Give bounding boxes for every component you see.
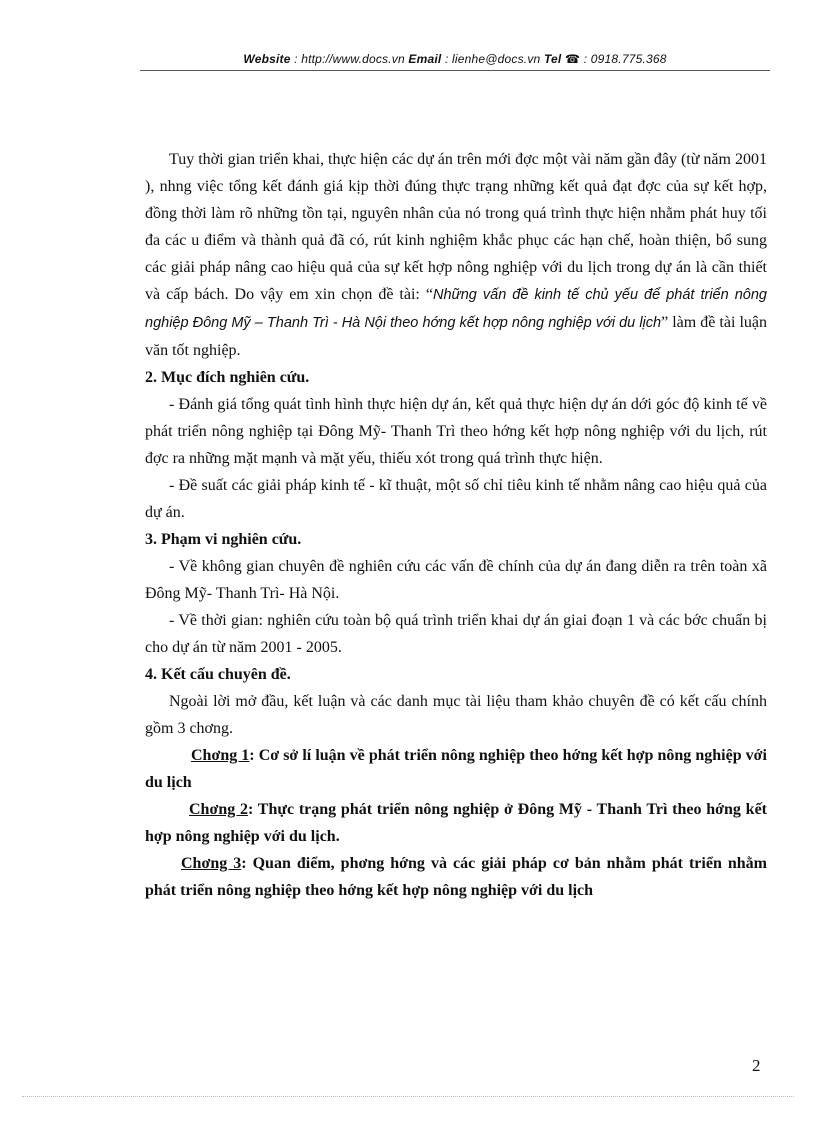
scope-paragraph-1: - Về không gian chuyên đề nghiên cứu các vấn đề chính của dự án đang diễn ra trên toàn xã Đông Mỹ- Thanh Trì- Hà Nội. — [145, 558, 767, 602]
chapter-3-entry — [145, 850, 767, 904]
document-body — [145, 146, 767, 904]
header-divider — [140, 70, 770, 71]
chapter-3-label: Chơng 3 — [181, 855, 242, 872]
website-label: Website — [243, 52, 291, 66]
intro-text-end: ” làm đề tài luận văn tốt nghiệp. — [145, 314, 768, 359]
tel-value: : 0918.775.368 — [583, 52, 667, 66]
tel-label: Tel — [543, 52, 562, 66]
structure-paragraph: Ngoài lời mở đầu, kết luận và các danh mục tài liệu tham khảo chuyên đề có kết cấu chính gồm 3 chơng. — [145, 693, 767, 737]
chapter-1-label: Chơng 1 — [191, 747, 250, 764]
email-link[interactable]: : lienhe@docs.vn — [444, 52, 541, 66]
intro-paragraph — [145, 146, 767, 364]
chapter-1-entry — [145, 742, 767, 796]
scope-paragraph-2: - Về thời gian: nghiên cứu toàn bộ quá trình triển khai dự án giai đoạn 1 và các bớc chuẩn bị cho dự án từ năm 2001 - 2005. — [145, 612, 767, 656]
chapter-2-entry — [145, 796, 767, 850]
purpose-paragraph-1: - Đánh giá tổng quát tình hình thực hiện dự án, kết quả thực hiện dự án dới góc độ kinh tế về phát triển nông nghiệp tại Đông Mỹ- Thanh Trì theo hớng kết hợp nông nghiệp với du lịch, rút đợc ra những mặt mạnh và mặt yếu, thiếu xót trong quá trình thực hiện. — [145, 396, 767, 467]
email-label: Email — [408, 52, 442, 66]
chapter-1-title: : Cơ sở lí luận về phát triển nông nghiệp theo hớng kết hợp nông nghiệp với du lịch — [145, 747, 767, 791]
intro-text: Tuy thời gian triển khai, thực hiện các dự án trên mới đợc một vài năm gần đây (từ năm 2001 ), nhng việc tổng kết đánh giá kịp thời đúng thực trạng những kết quả đạt đợc của sự kết hợp, đồng thời làm rõ những tồn tại, nguyên nhân của nó trong quá trình thực hiện nhằm phát huy tối đa các u điểm và thành quả đã có, rút kinh nghiệm khắc phục các hạn chế, hoàn thiện, bổ sung các giải pháp nâng cao hiệu quả của sự kết hợp nông nghiệp với du lịch trong dự án là cần thiết và cấp bách. Do vậy em xin chọn đề tài: “ — [145, 151, 767, 303]
section-heading-scope: 3. Phạm vi nghiên cứu. — [145, 531, 302, 548]
chapter-3-title: : Quan điểm, phơng hớng và các giải pháp cơ bản nhằm phát triển nhằm phát triển nông nghiệp theo hớng kết hợp nông nghiệp với du lịch — [145, 855, 767, 899]
section-heading-purpose: 2. Mục đích nghiên cứu. — [145, 369, 310, 386]
chapter-2-title: : Thực trạng phát triển nông nghiệp ở Đông Mỹ - Thanh Trì theo hớng kết hợp nông nghiệp với du lịch. — [145, 801, 767, 845]
section-heading-structure: 4. Kết cấu chuyên đề. — [145, 666, 291, 683]
purpose-paragraph-2: - Đề suất các giải pháp kinh tế - kĩ thuật, một số chỉ tiêu kinh tế nhằm nâng cao hiệu quả của dự án. — [145, 477, 767, 521]
footer-divider — [22, 1096, 794, 1097]
thesis-title: Những vấn đề kinh tế chủ yếu để phát triển nông nghiệp Đông Mỹ – Thanh Trì - Hà Nội theo hớng kết hợp nông nghiệp với du lịch — [145, 287, 767, 331]
phone-icon: ☎ — [565, 52, 581, 66]
website-link[interactable]: : http://www.docs.vn — [294, 52, 405, 66]
page-number: 2 — [752, 1056, 761, 1075]
page-header — [140, 52, 770, 66]
chapter-2-label: Chơng 2 — [189, 801, 248, 818]
